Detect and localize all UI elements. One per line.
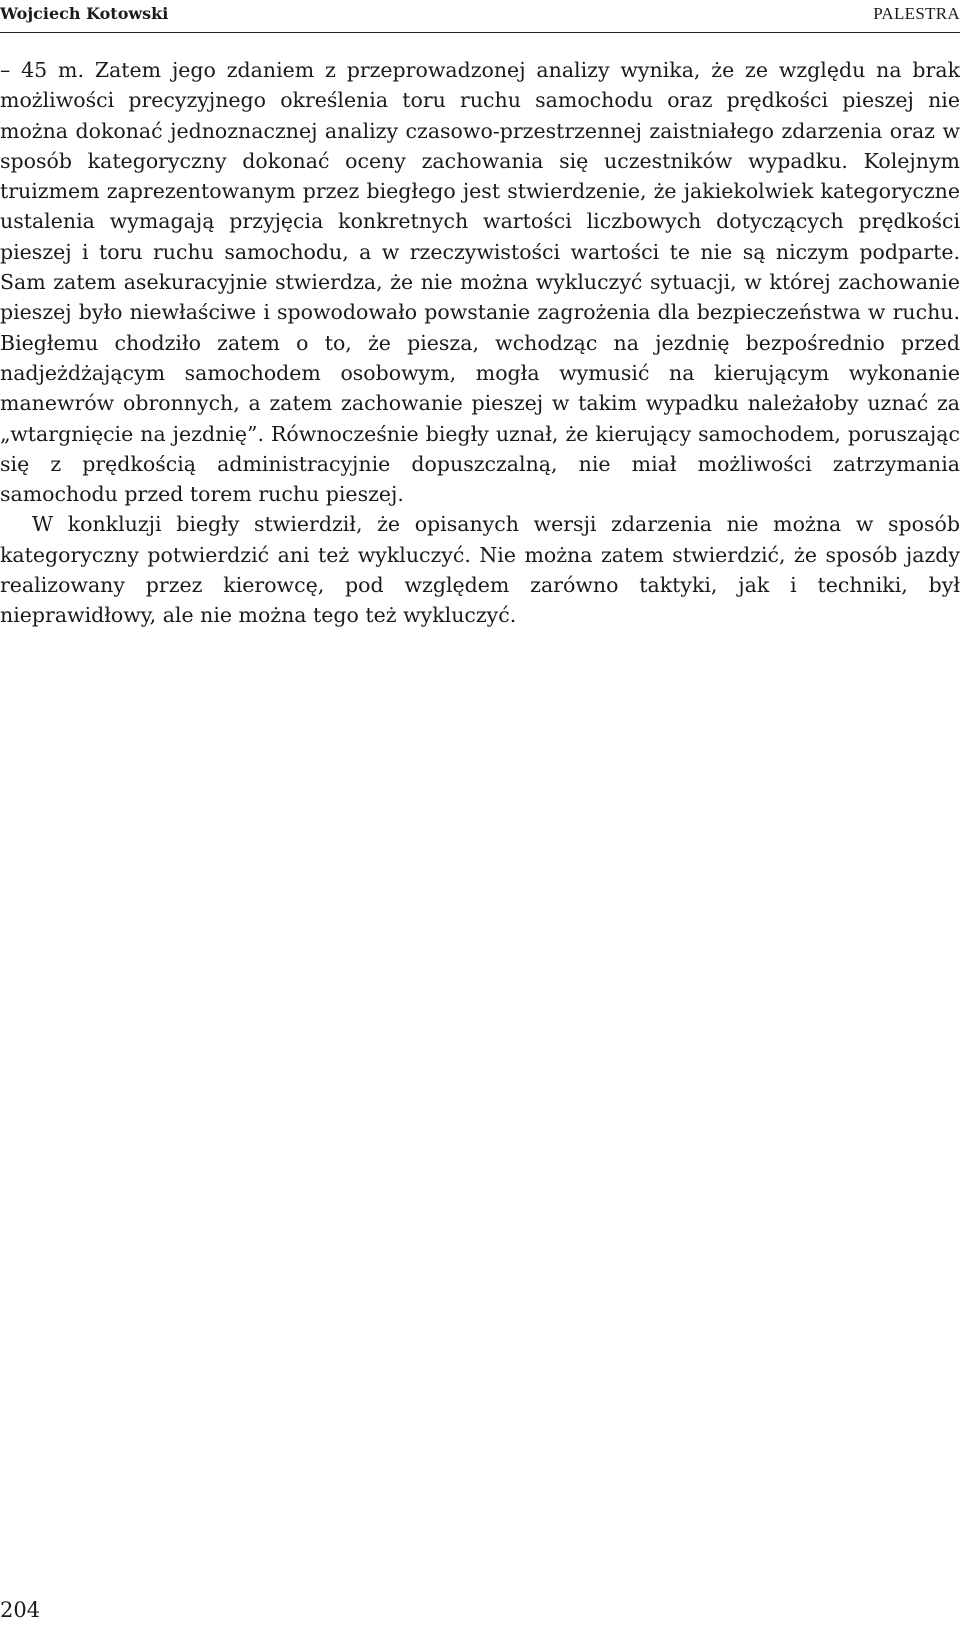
paragraph-continuation: – 45 m. Zatem jego zdaniem z przeprowadzonej analizy wynika, że ze względu na brak możliwości precyzyjnego określenia toru ruchu samochodu oraz prędkości pieszej nie można dokonać jednoznacznej analizy czasowo-przestrzennej zaistniałego zdarzenia oraz w sposób kategoryczny dokonać oceny zachowania się uczestników wypadku. Kolejnym truizmem zaprezentowanym przez biegłego jest stwierdzenie, że jakiekolwiek kategoryczne ustalenia wymagają przyjęcia konkretnych wartości liczbowych dotyczących prędkości pieszej i toru ruchu samochodu, a w rzeczywistości wartości te nie są niczym podparte. Sam zatem asekuracyjnie stwierdza, że nie można wykluczyć sytuacji, w której zachowanie pieszej było niewłaściwe i spowodowało powstanie zagrożenia dla bezpieczeństwa w ruchu. Biegłemu chodziło zatem o to, że piesza, wchodząc na jezdnię bezpośrednio przed nadjeżdżającym samochodem osobowym, mogła wymusić na kierującym wykonanie manewrów obronnych, a zatem zachowanie pieszej w takim wypadku należałoby uznać za „wtargnięcie na jezdnię”. Równocześnie biegły uznał, że kierujący samochodem, poruszając się z prędkością administracyjnie dopuszczalną, nie miał możliwości zatrzymania samochodu przed torem ruchu pieszej. [0,58,960,507]
header-journal-title: PALESTRA [873,4,960,23]
header-author: Wojciech Kotowski [0,4,169,23]
paragraph-conclusion: W konkluzji biegły stwierdził, że opisanych wersji zdarzenia nie można w sposób kategoryczny potwierdzić ani też wykluczyć. Nie można zatem stwierdzić, że sposób jazdy realizowany przez kierowcę, pod względem zarówno taktyki, jak i techniki, był nieprawidłowy, ale nie można tego też wykluczyć. [0,512,960,628]
article-body [0,55,960,631]
page-number: 204 [0,1598,41,1622]
running-header [0,4,960,33]
